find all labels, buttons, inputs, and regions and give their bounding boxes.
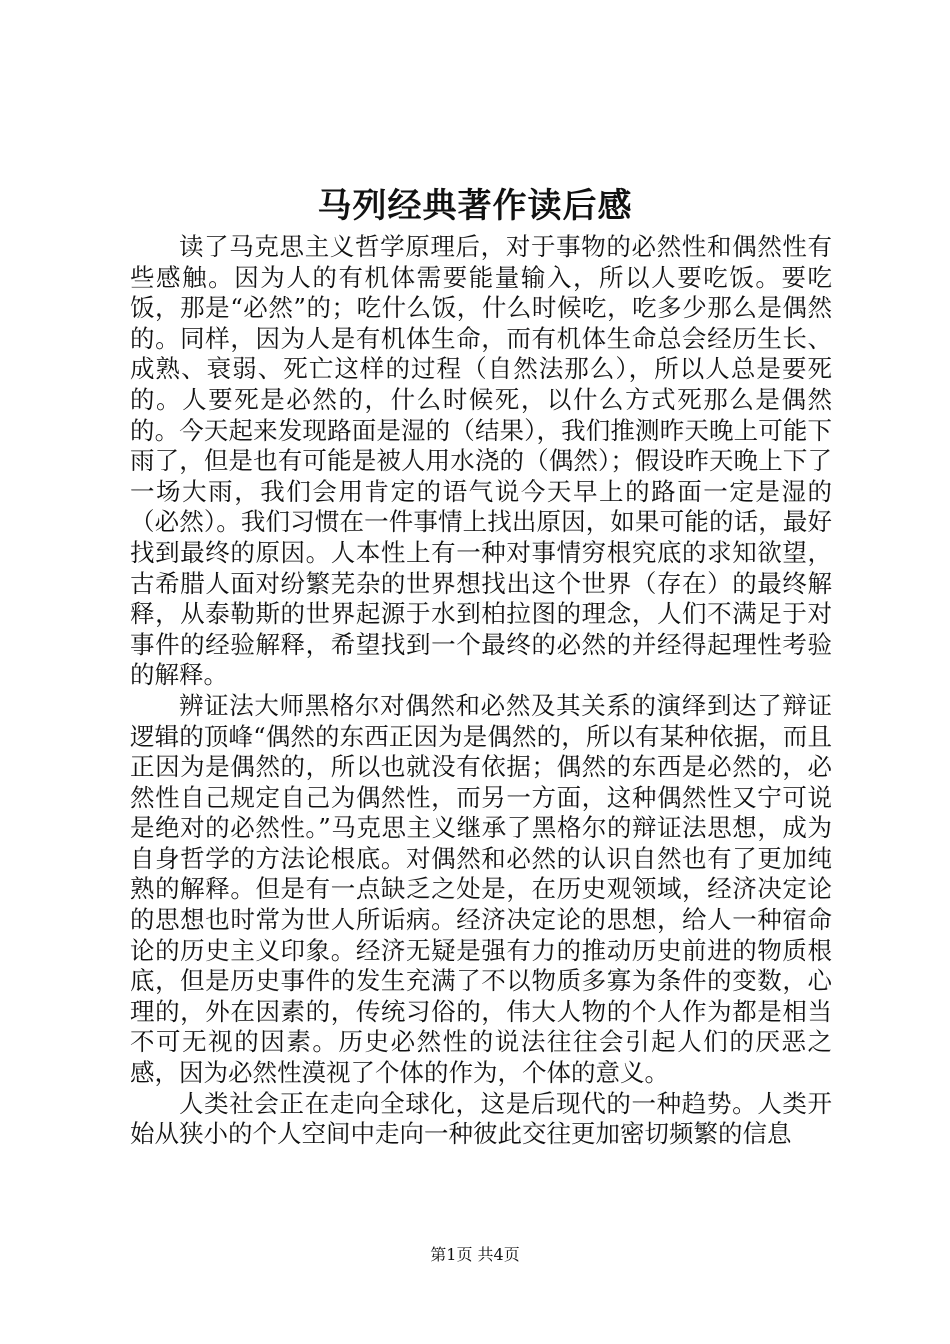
page-number-footer: 第1页 共4页: [430, 1245, 520, 1264]
paragraph-2: 辨证法大师黑格尔对偶然和必然及其关系的演绎到达了辩证逻辑的顶峰“偶然的东西正因为是偶然的，所以有某种依据，而且正因为是偶然的，所以也就没有依据；偶然的东西是必然的，必然性自己规定自己为偶然性，而另一方面，这种偶然性又宁可说是绝对的必然性。”马克思主义继承了黑格尔的辩证法思想，成为自身哲学的方法论根底。对偶然和必然的认识自然也有了更加纯熟的解释。但是有一点缺乏之处是，在历史观领域，经济决定论的思想也时常为世人所诟病。经济决定论的思想，给人一种宿命论的历史主义印象。经济无疑是强有力的推动历史前进的物质根底，但是历史事件的发生充满了不以物质多寡为条件的变数，心理的，外在因素的，传统习俗的，伟大人物的个人作为都是相当不可无视的因素。历史必然性的说法往往会引起人们的厌恶之感，因为必然性漠视了个体的作为，个体的意义。: [130, 690, 832, 1088]
paragraph-1: 读了马克思主义哲学原理后，对于事物的必然性和偶然性有些感触。因为人的有机体需要能量输入，所以人要吃饭。要吃饭，那是“必然”的；吃什么饭，什么时候吃，吃多少那么是偶然的。同样，因为人是有机体生命，而有机体生命总会经历生长、成熟、衰弱、死亡这样的过程（自然法那么），所以人总是要死的。人要死是必然的，什么时候死，以什么方式死那么是偶然的。今天起来发现路面是湿的（结果），我们推测昨天晚上可能下雨了，但是也有可能是被人用水浇的（偶然）；假设昨天晚上下了一场大雨，我们会用肯定的语气说今天早上的路面一定是湿的（必然）。我们习惯在一件事情上找出原因，如果可能的话，最好找到最终的原因。人本性上有一种对事情穷根究底的求知欲望，古希腊人面对纷繁芜杂的世界想找出这个世界（存在）的最终解释，从泰勒斯的世界起源于水到柏拉图的理念，人们不满足于对事件的经验解释，希望找到一个最终的必然的并经得起理性考验的解释。: [130, 232, 832, 690]
document-body: [130, 232, 832, 1150]
page-title: 马列经典著作读后感: [317, 186, 633, 226]
paragraph-3: 人类社会正在走向全球化，这是后现代的一种趋势。人类开始从狭小的个人空间中走向一种彼此交往更加密切频繁的信息: [130, 1088, 832, 1149]
